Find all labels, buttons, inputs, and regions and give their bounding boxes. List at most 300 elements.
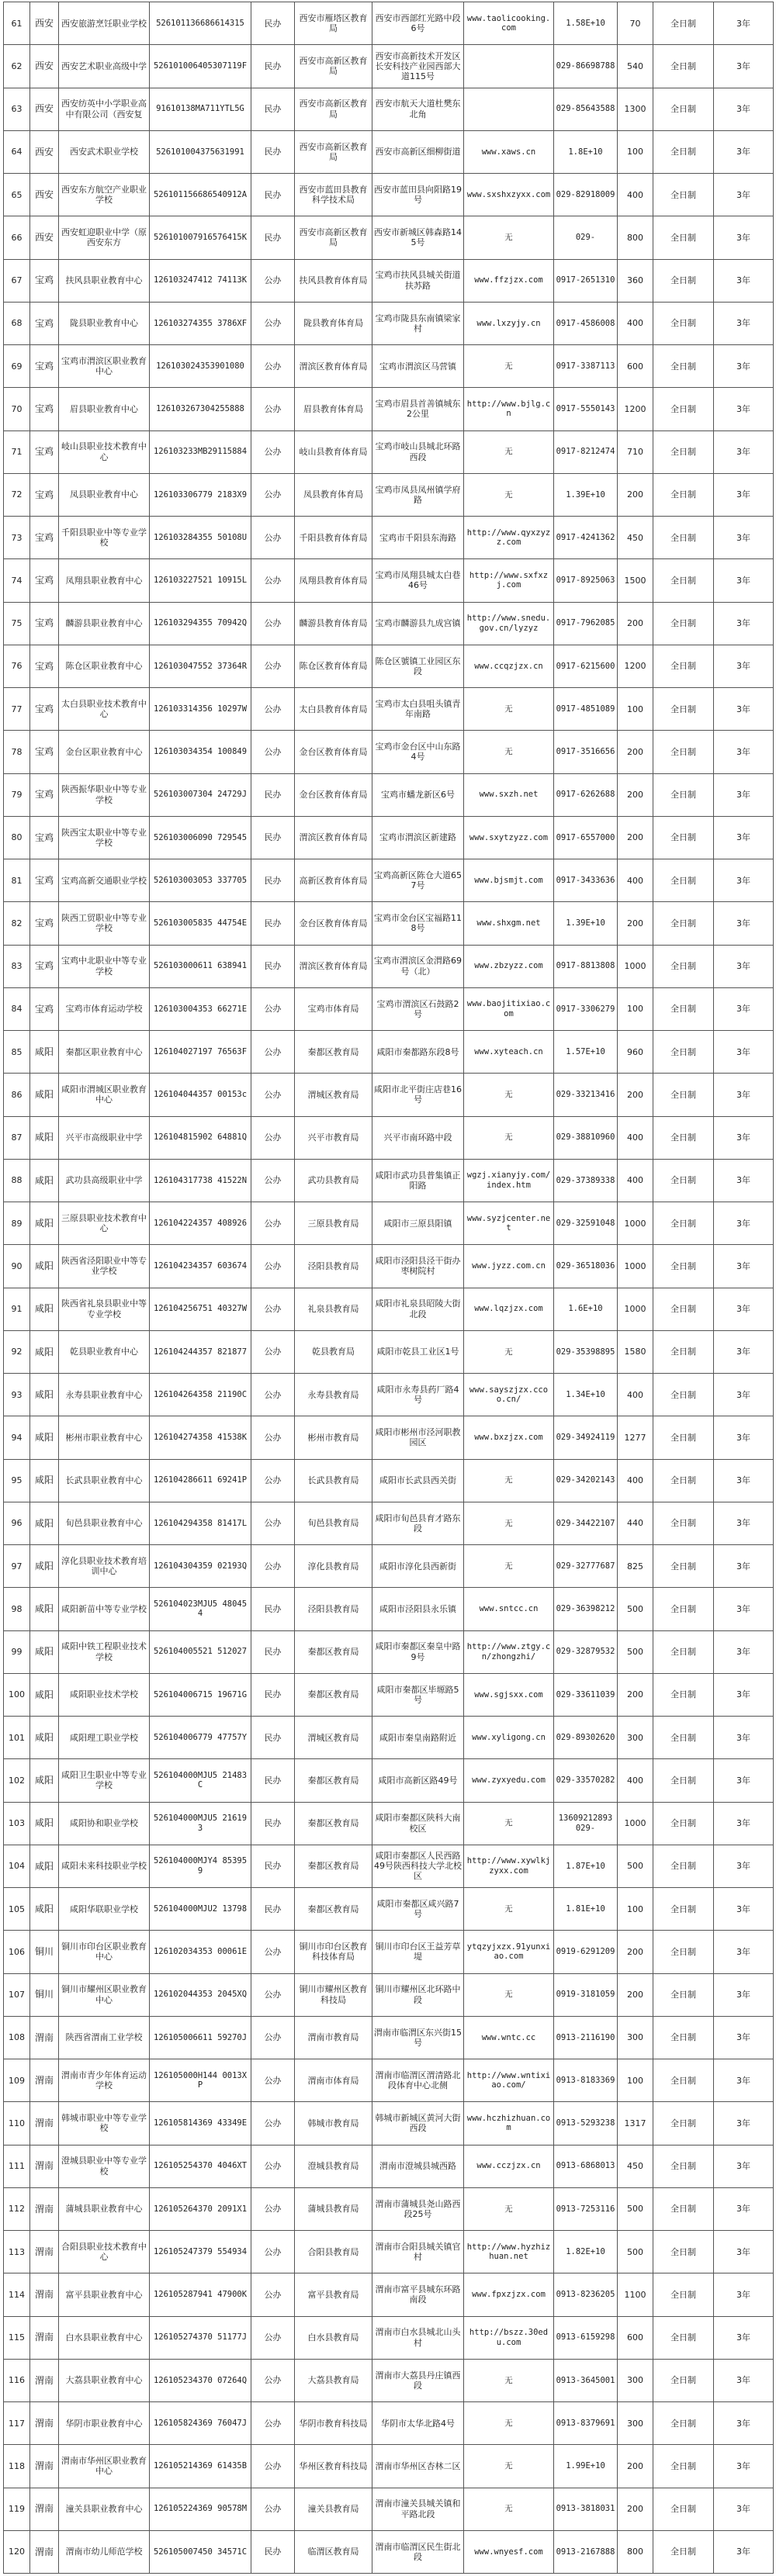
authority-cell: 岐山县教育体育局 [295,430,372,473]
phone-cell: 0913-3818031 [554,2488,618,2530]
duration-cell: 3年 [714,2316,774,2359]
school-name-cell: 咸阳中铁工程职业技术学校 [59,1630,150,1673]
row-number: 88 [4,1159,30,1202]
credit-code-cell: 126103294355 70942Q [150,602,251,645]
school-type-cell: 民办 [251,1630,295,1673]
study-mode-cell: 全日制 [653,902,714,945]
phone-cell: 029-35398895 [554,1330,618,1373]
enrollment-cell: 800 [618,2530,653,2573]
duration-cell: 3年 [714,2273,774,2316]
enrollment-cell: 440 [618,1502,653,1544]
school-type-cell: 公办 [251,388,295,430]
enrollment-cell: 400 [618,1459,653,1502]
address-cell: 宝鸡市岐山县城北环路西段 [372,430,464,473]
website-cell [464,45,554,88]
credit-code-cell: 526103005835 44754E [150,902,251,945]
website-cell: http://www.bjlg.cn [464,388,554,430]
school-name-cell: 咸阳华联职业学校 [59,1888,150,1931]
duration-cell: 3年 [714,1717,774,1759]
study-mode-cell: 全日制 [653,2059,714,2102]
school-name-cell: 彬州市职业教育中心 [59,1416,150,1459]
row-number: 63 [4,88,30,130]
phone-cell: 13609212893 029- [554,1802,618,1845]
study-mode-cell: 全日制 [653,773,714,816]
website-cell: 无 [464,1074,554,1116]
credit-code-cell: 526104006715 19671G [150,1673,251,1716]
authority-cell: 凤翔县教育体育局 [295,559,372,602]
phone-cell: 0917-4241362 [554,517,618,559]
school-type-cell: 公办 [251,1245,295,1288]
credit-code-cell: 126104044357 00153c [150,1074,251,1116]
table-row [4,216,774,259]
phone-cell: 1.6E+10 [554,1288,618,1330]
duration-cell: 3年 [714,2145,774,2187]
school-type-cell: 公办 [251,688,295,731]
study-mode-cell: 全日制 [653,1717,714,1759]
website-cell: www.sxytzyzz.com [464,816,554,859]
credit-code-cell: 126104286611 69241P [150,1459,251,1502]
study-mode-cell: 全日制 [653,2273,714,2316]
duration-cell: 3年 [714,816,774,859]
enrollment-cell: 500 [618,1845,653,1887]
school-name-cell: 咸阳未来科技职业学校 [59,1845,150,1887]
school-name-cell: 咸阳卫生职业中等专业学校 [59,1759,150,1802]
row-number: 85 [4,1031,30,1074]
credit-code-cell: 126105006611 59270J [150,2016,251,2059]
school-name-cell: 咸阳职业技术学校 [59,1673,150,1716]
school-name-cell: 西安纺英中小学职业高中有限公司（西安复 [59,88,150,130]
credit-code-cell: 126103314356 10297W [150,688,251,731]
city-cell: 宝鸡 [30,473,59,516]
school-name-cell: 凤县职业教育中心 [59,473,150,516]
table-row [4,2273,774,2316]
table-row [4,1288,774,1330]
credit-code-cell: 126104264358 21190C [150,1374,251,1416]
row-number: 97 [4,1545,30,1588]
authority-cell: 渭城区教育局 [295,1074,372,1116]
school-name-cell: 西安艺术职业高级中学 [59,45,150,88]
enrollment-cell: 1000 [618,1802,653,1845]
school-name-cell: 陕西省渭南工业学校 [59,2016,150,2059]
city-cell: 渭南 [30,2273,59,2316]
enrollment-cell: 710 [618,430,653,473]
authority-cell: 渭滨区教育体育局 [295,945,372,987]
duration-cell: 3年 [714,2,774,45]
city-cell: 宝鸡 [30,517,59,559]
school-type-cell: 公办 [251,987,295,1030]
row-number: 61 [4,2,30,45]
duration-cell: 3年 [714,1159,774,1202]
city-cell: 咸阳 [30,1717,59,1759]
city-cell: 宝鸡 [30,773,59,816]
website-cell: 无 [464,430,554,473]
address-cell: 咸阳市三原县阳镇 [372,1202,464,1245]
school-list-table [3,2,774,2574]
authority-cell: 西安市高新区教育局 [295,45,372,88]
authority-cell: 长武县教育局 [295,1459,372,1502]
city-cell: 宝鸡 [30,430,59,473]
website-cell: www.ccqzjzx.cn [464,645,554,687]
credit-code-cell: 126104234357 603674 [150,1245,251,1288]
address-cell: 咸阳市彬州市泾河职教园区 [372,1416,464,1459]
study-mode-cell: 全日制 [653,216,714,259]
row-number: 87 [4,1116,30,1159]
authority-cell: 陇县教育体育局 [295,302,372,344]
school-name-cell: 旬邑县职业教育中心 [59,1502,150,1544]
city-cell: 咸阳 [30,1330,59,1373]
city-cell: 咸阳 [30,1288,59,1330]
website-cell: 无 [464,216,554,259]
city-cell: 西安 [30,2,59,45]
phone-cell: 0913-8183369 [554,2059,618,2102]
duration-cell: 3年 [714,174,774,216]
duration-cell: 3年 [714,517,774,559]
authority-cell: 彬州市教育局 [295,1416,372,1459]
address-cell: 咸阳市北平街庄店巷16号 [372,1074,464,1116]
enrollment-cell: 200 [618,731,653,773]
credit-code-cell: 126104244357 821877 [150,1330,251,1373]
school-name-cell: 宝鸡高新交通职业学校 [59,859,150,902]
credit-code-cell: 126105214369 61435B [150,2445,251,2488]
row-number: 73 [4,517,30,559]
study-mode-cell: 全日制 [653,2187,714,2230]
city-cell: 渭南 [30,2016,59,2059]
phone-cell: 0917-3516656 [554,731,618,773]
school-name-cell: 陕西振华职业中等专业学校 [59,773,150,816]
table-row [4,2316,774,2359]
city-cell: 宝鸡 [30,388,59,430]
authority-cell: 华阴市教育科技局 [295,2402,372,2445]
school-type-cell: 公办 [251,2102,295,2145]
enrollment-cell: 1200 [618,645,653,687]
address-cell: 渭南市合阳县城关镇官村 [372,2231,464,2273]
study-mode-cell: 全日制 [653,473,714,516]
school-name-cell: 韩城市职业中等专业学校 [59,2102,150,2145]
website-cell: http://www.wntixiao.com/ [464,2059,554,2102]
table-row [4,987,774,1030]
enrollment-cell: 800 [618,216,653,259]
website-cell: www.sxzh.net [464,773,554,816]
study-mode-cell: 全日制 [653,1931,714,1973]
phone-cell: 1.39E+10 [554,902,618,945]
study-mode-cell: 全日制 [653,1973,714,2016]
authority-cell: 西安市雁塔区教育局 [295,2,372,45]
authority-cell: 高新区教育体育局 [295,859,372,902]
phone-cell: 0917-2651310 [554,259,618,302]
enrollment-cell: 200 [618,816,653,859]
school-type-cell: 民办 [251,1717,295,1759]
website-cell: www.lqzjzx.com [464,1288,554,1330]
table-row [4,559,774,602]
enrollment-cell: 100 [618,688,653,731]
row-number: 84 [4,987,30,1030]
phone-cell: 0919-3181059 [554,1973,618,2016]
school-name-cell: 西安武术职业学校 [59,130,150,173]
duration-cell: 3年 [714,773,774,816]
authority-cell: 泾阳县教育局 [295,1245,372,1288]
website-cell: http://bszz.30edu.com [464,2316,554,2359]
study-mode-cell: 全日制 [653,859,714,902]
phone-cell: 1.8E+10 [554,130,618,173]
enrollment-cell: 600 [618,345,653,388]
table-row [4,2,774,45]
website-cell: http://www.ztgy.cn/zhongzhi/ [464,1630,554,1673]
enrollment-cell: 1580 [618,1330,653,1373]
school-name-cell: 西安虹迎职业中学（原西安东方 [59,216,150,259]
address-cell: 咸阳市武功县普集镇正阳路 [372,1159,464,1202]
school-name-cell: 西安东方航空产业职业学校 [59,174,150,216]
authority-cell: 金台区教育体育局 [295,731,372,773]
website-cell [464,88,554,130]
study-mode-cell: 全日制 [653,2488,714,2530]
city-cell: 咸阳 [30,1502,59,1544]
address-cell: 西安市高新区细柳街道 [372,130,464,173]
study-mode-cell: 全日制 [653,1245,714,1288]
city-cell: 渭南 [30,2102,59,2145]
website-cell: 无 [464,1973,554,2016]
school-name-cell: 乾县职业教育中心 [59,1330,150,1373]
website-cell: www.sntcc.cn [464,1588,554,1630]
credit-code-cell: 126105287941 47900K [150,2273,251,2316]
row-number: 99 [4,1630,30,1673]
row-number: 93 [4,1374,30,1416]
table-row [4,388,774,430]
address-cell: 韩城市新城区黄河大街西段 [372,2102,464,2145]
enrollment-cell: 100 [618,130,653,173]
study-mode-cell: 全日制 [653,1802,714,1845]
school-type-cell: 民办 [251,902,295,945]
study-mode-cell: 全日制 [653,88,714,130]
phone-cell: 1.57E+10 [554,1031,618,1074]
school-type-cell: 民办 [251,859,295,902]
school-type-cell: 公办 [251,302,295,344]
phone-cell: 029-37389338 [554,1159,618,1202]
city-cell: 渭南 [30,2059,59,2102]
study-mode-cell: 全日制 [653,1374,714,1416]
duration-cell: 3年 [714,1245,774,1288]
phone-cell: 0913-2116190 [554,2016,618,2059]
study-mode-cell: 全日制 [653,1502,714,1544]
city-cell: 西安 [30,216,59,259]
row-number: 89 [4,1202,30,1245]
website-cell: www.xaws.cn [464,130,554,173]
credit-code-cell: 526101007916576415K [150,216,251,259]
website-cell: 无 [464,688,554,731]
school-name-cell: 潼关县职业教育中心 [59,2488,150,2530]
school-name-cell: 白水县职业教育中心 [59,2316,150,2359]
city-cell: 咸阳 [30,1802,59,1845]
address-cell: 咸阳市旬邑县育才路东段 [372,1502,464,1544]
credit-code-cell: 126105254370 4046XT [150,2145,251,2187]
authority-cell: 礼泉县教育局 [295,1288,372,1330]
enrollment-cell: 200 [618,902,653,945]
enrollment-cell: 400 [618,859,653,902]
address-cell: 宝鸡市扶风县城关街道扶苏路 [372,259,464,302]
city-cell: 咸阳 [30,1459,59,1502]
phone-cell: 029-34924119 [554,1416,618,1459]
study-mode-cell: 全日制 [653,945,714,987]
address-cell: 咸阳市高新区路49号 [372,1759,464,1802]
study-mode-cell: 全日制 [653,1288,714,1330]
table-row [4,130,774,173]
school-type-cell: 公办 [251,345,295,388]
enrollment-cell: 400 [618,302,653,344]
duration-cell: 3年 [714,688,774,731]
phone-cell: 029-33611039 [554,1673,618,1716]
row-number: 106 [4,1931,30,1973]
school-name-cell: 渭南市青少年体育运动学校 [59,2059,150,2102]
credit-code-cell: 126105224369 90578M [150,2488,251,2530]
credit-code-cell: 526103000611 638941 [150,945,251,987]
enrollment-cell: 1000 [618,1288,653,1330]
row-number: 116 [4,2359,30,2401]
city-cell: 渭南 [30,2145,59,2187]
website-cell: 无 [464,1545,554,1588]
study-mode-cell: 全日制 [653,1074,714,1116]
authority-cell: 秦都区教育局 [295,1759,372,1802]
duration-cell: 3年 [714,2102,774,2145]
city-cell: 宝鸡 [30,602,59,645]
school-name-cell: 咸阳市渭城区职业教育中心 [59,1074,150,1116]
row-number: 70 [4,388,30,430]
address-cell: 咸阳市秦都区咸兴路7号 [372,1888,464,1931]
enrollment-cell: 450 [618,2145,653,2187]
study-mode-cell: 全日制 [653,1202,714,1245]
website-cell: http://www.qyxzyzz.com [464,517,554,559]
school-name-cell: 西安旅游烹饪职业学校 [59,2,150,45]
phone-cell: 029-36518036 [554,1245,618,1288]
enrollment-cell: 1100 [618,2273,653,2316]
address-cell: 咸阳市乾县工业区1号 [372,1330,464,1373]
duration-cell: 3年 [714,345,774,388]
phone-cell: 0913-8236205 [554,2273,618,2316]
website-cell: 无 [464,1888,554,1931]
enrollment-cell: 400 [618,1159,653,1202]
city-cell: 铜川 [30,1931,59,1973]
credit-code-cell: 526104006779 47757Y [150,1717,251,1759]
study-mode-cell: 全日制 [653,2402,714,2445]
city-cell: 咸阳 [30,1588,59,1630]
study-mode-cell: 全日制 [653,1888,714,1931]
authority-cell: 泾阳县教育局 [295,1588,372,1630]
duration-cell: 3年 [714,130,774,173]
phone-cell: 0917-6557000 [554,816,618,859]
address-cell: 宝鸡市麟游县九成宫镇 [372,602,464,645]
table-row [4,688,774,731]
city-cell: 咸阳 [30,1074,59,1116]
authority-cell: 三原县教育局 [295,1202,372,1245]
row-number: 79 [4,773,30,816]
phone-cell: 1.58E+10 [554,2,618,45]
city-cell: 咸阳 [30,1245,59,1288]
duration-cell: 3年 [714,1673,774,1716]
authority-cell: 西安市高新区教育局 [295,216,372,259]
enrollment-cell: 100 [618,987,653,1030]
credit-code-cell: 526101136686614315 [150,2,251,45]
authority-cell: 乾县教育局 [295,1330,372,1373]
address-cell: 渭南市临渭区渭清路北段体育中心北侧 [372,2059,464,2102]
enrollment-cell: 400 [618,1116,653,1159]
enrollment-cell: 100 [618,1888,653,1931]
school-name-cell: 太白县职业技术教育中心 [59,688,150,731]
website-cell: www.taolicooking.com [464,2,554,45]
enrollment-cell: 1317 [618,2102,653,2145]
authority-cell: 潼关县教育局 [295,2488,372,2530]
row-number: 107 [4,1973,30,2016]
enrollment-cell: 1000 [618,945,653,987]
study-mode-cell: 全日制 [653,174,714,216]
authority-cell: 淳化县教育局 [295,1545,372,1588]
city-cell: 西安 [30,130,59,173]
table-row [4,1459,774,1502]
credit-code-cell: 126103247412 74113K [150,259,251,302]
row-number: 62 [4,45,30,88]
phone-cell: 029-34422107 [554,1502,618,1544]
row-number: 115 [4,2316,30,2359]
city-cell: 宝鸡 [30,816,59,859]
duration-cell: 3年 [714,1588,774,1630]
city-cell: 咸阳 [30,1031,59,1074]
school-type-cell: 公办 [251,517,295,559]
row-number: 67 [4,259,30,302]
duration-cell: 3年 [714,1459,774,1502]
row-number: 66 [4,216,30,259]
row-number: 105 [4,1888,30,1931]
duration-cell: 3年 [714,430,774,473]
website-cell: www.zbzyzz.com [464,945,554,987]
city-cell: 渭南 [30,2445,59,2488]
authority-cell: 铜川市耀州区教育科技局 [295,1973,372,2016]
study-mode-cell: 全日制 [653,987,714,1030]
school-name-cell: 渭南市华州区职业教育中心 [59,2445,150,2488]
school-name-cell: 陕西省泾阳职业中等专业学校 [59,1245,150,1288]
phone-cell: 0913-7253116 [554,2187,618,2230]
duration-cell: 3年 [714,2187,774,2230]
school-type-cell: 民办 [251,1888,295,1931]
row-number: 95 [4,1459,30,1502]
school-name-cell: 澄城县职业中等专业学校 [59,2145,150,2187]
website-cell: http://www.sxfxzj.com [464,559,554,602]
table-row [4,517,774,559]
school-type-cell: 公办 [251,473,295,516]
city-cell: 咸阳 [30,1673,59,1716]
website-cell: www.bxzjzx.com [464,1416,554,1459]
website-cell: 无 [464,731,554,773]
phone-cell: 0913-2167888 [554,2530,618,2573]
website-cell: 无 [464,1330,554,1373]
city-cell: 宝鸡 [30,259,59,302]
phone-cell: 0917-7962085 [554,602,618,645]
study-mode-cell: 全日制 [653,302,714,344]
website-cell: 无 [464,2187,554,2230]
credit-code-cell: 126105247379 554934 [150,2231,251,2273]
city-cell: 西安 [30,45,59,88]
row-number: 110 [4,2102,30,2145]
row-number: 77 [4,688,30,731]
row-number: 76 [4,645,30,687]
address-cell: 宝鸡市眉县首善镇城东2公里 [372,388,464,430]
phone-cell: 0917-6262688 [554,773,618,816]
school-type-cell: 民办 [251,2530,295,2573]
authority-cell: 秦都区教育局 [295,1845,372,1887]
phone-cell: 029-32591048 [554,1202,618,1245]
credit-code-cell: 526103007304 24729J [150,773,251,816]
school-type-cell: 民办 [251,1802,295,1845]
phone-cell: 0917-8813808 [554,945,618,987]
school-type-cell: 公办 [251,1931,295,1973]
table-row [4,1630,774,1673]
table-row [4,1973,774,2016]
